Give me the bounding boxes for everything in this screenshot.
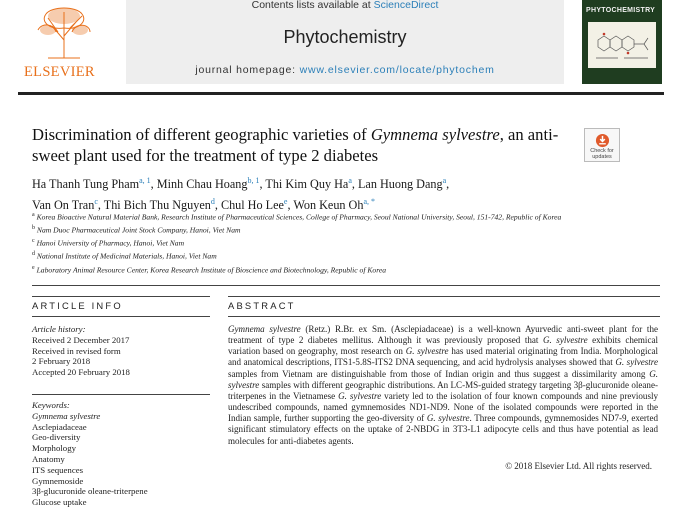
- affiliation-marker: b: [32, 225, 35, 232]
- history-entry: 2 February 2018: [32, 356, 91, 367]
- affiliation-item: [32, 210, 632, 223]
- author-separator: ,: [446, 177, 450, 192]
- keyword-item: 3β-glucuronide oleane-triterpene: [32, 486, 148, 497]
- affiliation-item: [32, 236, 632, 249]
- affiliation-marker: c: [32, 238, 35, 245]
- abstract-segment: variety led to the isolation of four known compounds and nine previously undescribed compounds, named gymnemosides ND1-ND9. None of the isolated compounds were reported in the Indian sample, further supporting the geo-diversity of: [228, 390, 659, 424]
- contents-prefix: Contents lists available at: [251, 0, 374, 11]
- affiliation-rule: [32, 285, 660, 286]
- affiliation-marker: d: [32, 251, 35, 258]
- abstract-segment: (Retz.) R.Br. ex Sm. (Asclepiadaceae) is a well-known Ayurvedic anti-sweet plant for the treatment of type 2 diabetes mellitus. Although it was previously proposed that: [228, 324, 658, 346]
- author-affiliation-marker[interactable]: d: [210, 197, 215, 207]
- affiliation-text: Nam Duoc Pharmaceutical Joint Stock Company, Hanoi, Viet Nam: [36, 225, 241, 235]
- abstract-segment: exhibits chemical variation based on geography, most research on: [228, 335, 658, 357]
- species-name: G. sylvestre: [405, 346, 449, 357]
- author-name: Chul Ho Lee: [220, 198, 284, 213]
- keyword-item: Geo-diversity: [32, 432, 81, 443]
- contents-line: [126, 0, 564, 11]
- affiliation-marker: a: [32, 212, 35, 218]
- abstract-segment: has used material originating from India. Morphological and anatomical descriptions, ITS1-5.8S-ITS2 DNA sequencing, and acid hydrolysis analyses showed that: [228, 346, 659, 368]
- author-affiliation-marker[interactable]: e: [283, 197, 288, 207]
- keyword-item: Gymnema sylvestre: [32, 410, 101, 421]
- abstract-segment: samples from Vietnam are distinguishable from those of Indian origin and thus suggest a dissimilarity among: [228, 368, 650, 379]
- affiliation-item: [32, 249, 632, 262]
- author-affiliation-marker[interactable]: a, *: [363, 197, 376, 207]
- keyword-item: Anatomy: [32, 453, 65, 464]
- author-affiliation-marker[interactable]: b, 1: [247, 176, 260, 185]
- keyword-item: Morphology: [32, 443, 76, 454]
- affiliation-item: [32, 263, 632, 276]
- affiliation-marker: e: [32, 264, 35, 271]
- cover-title: PHYTOCHEMISTRY: [586, 7, 656, 14]
- species-name: G. sylvestre: [426, 413, 470, 424]
- journal-name: Phytochemistry: [283, 27, 407, 47]
- abstract-segment: . Three compounds, gymnemosides ND7-9, exerted significant stimulatory effects on the uptake of 2-NBDG in 3T3-L1 adipocyte cells and thus have potential as lead molecules for anti-diabetes agents.: [228, 413, 658, 446]
- badge-line-2: updates: [592, 154, 612, 160]
- author-name: Thi Bich Thu Nguyen: [103, 198, 211, 213]
- author-name: Van On Tran: [32, 198, 95, 213]
- affiliation-text: Korea Bioactive Natural Material Bank, Research Institute of Pharmaceutical Sciences, College of Pharmacy, Seoul National University, Seoul, 151-742, Republic of Korea: [36, 212, 562, 222]
- species-name: G. sylvestre: [228, 368, 658, 390]
- cover-structure-image: [588, 22, 656, 68]
- title-part-1: Discrimination of different geographic varieties of: [32, 125, 371, 144]
- affiliation-list: [32, 210, 632, 276]
- affiliation-text: Hanoi University of Pharmacy, Hanoi, Viet Nam: [36, 238, 185, 248]
- history-entry: Accepted 20 February 2018: [32, 367, 130, 378]
- author-name: Ha Thanh Tung Pham: [32, 177, 140, 192]
- author-separator: ,: [214, 198, 221, 213]
- author-separator: ,: [287, 198, 294, 213]
- journal-cover[interactable]: [582, 0, 662, 84]
- homepage-line: [126, 64, 564, 76]
- keywords-rule: [32, 394, 210, 395]
- keyword-item: Gymnemoside: [32, 475, 84, 486]
- abstract-bottom-rule: [228, 316, 660, 317]
- sciencedirect-link[interactable]: ScienceDirect: [373, 0, 439, 11]
- history-label: Article history:: [32, 324, 86, 334]
- masthead: [126, 0, 564, 84]
- history-entry: Received 2 December 2017: [32, 334, 130, 345]
- article-history: [32, 324, 212, 378]
- species-name: G. sylvestre: [338, 390, 382, 401]
- article-info-heading: ARTICLE INFO: [32, 300, 123, 311]
- copyright-notice: © 2018 Elsevier Ltd. All rights reserved.: [505, 461, 652, 471]
- author-name: Thi Kim Quy Ha: [265, 177, 349, 192]
- homepage-link[interactable]: www.elsevier.com/locate/phytochem: [299, 64, 495, 76]
- article-title: [32, 124, 572, 166]
- author-affiliation-marker[interactable]: c: [94, 197, 98, 207]
- publisher-name: ELSEVIER: [24, 64, 95, 80]
- keyword-item: ITS sequences: [32, 464, 84, 475]
- check-for-updates-badge[interactable]: [584, 128, 620, 162]
- journal-header: [0, 0, 680, 98]
- author-separator: ,: [351, 177, 358, 192]
- author-list: [32, 172, 652, 214]
- badge-label: [585, 148, 619, 160]
- keywords-block: [32, 400, 212, 508]
- species-name: G. sylvestre: [615, 357, 658, 368]
- article-info-top-rule: [32, 296, 210, 297]
- affiliation-text: Laboratory Animal Resource Center, Korea Research Institute of Bioscience and Biotechnology, Republic of Korea: [36, 265, 387, 275]
- species-name: G. sylvestre: [542, 335, 588, 346]
- keyword-item: Glucose uptake: [32, 497, 87, 508]
- abstract-segment: samples with different geographic distributions. An LC-MS-guided strategy targeting 3β-glucuronide oleane-triterpenes in the Vietnamese: [228, 379, 658, 401]
- author-affiliation-marker[interactable]: a: [348, 176, 352, 185]
- author-name: Won Keun Oh: [293, 198, 364, 213]
- author-affiliation-marker[interactable]: a, 1: [139, 176, 151, 185]
- homepage-prefix: journal homepage:: [195, 64, 300, 76]
- author-separator: ,: [150, 177, 157, 192]
- author-affiliation-marker[interactable]: a: [442, 176, 447, 185]
- species-name: Gymnema sylvestre: [228, 324, 301, 334]
- author-separator: ,: [259, 177, 266, 192]
- affiliation-text: National Institute of Medicinal Materials, Hanoi, Viet Nam: [36, 251, 217, 261]
- author-name: Lan Huong Dang: [357, 177, 443, 192]
- keyword-item: Asclepiadaceae: [32, 421, 87, 432]
- header-rule: [18, 92, 664, 95]
- abstract-top-rule: [228, 296, 660, 297]
- title-species: Gymnema sylvestre: [370, 125, 500, 144]
- author-name: Minh Chau Hoang: [156, 177, 248, 192]
- abstract-text: [228, 324, 658, 447]
- author-separator: ,: [97, 198, 104, 213]
- check-updates-icon: [595, 133, 610, 148]
- affiliation-item: [32, 223, 632, 236]
- article-info-bottom-rule: [32, 316, 210, 317]
- keywords-label: Keywords:: [32, 400, 70, 410]
- history-entry: Received in revised form: [32, 345, 121, 356]
- badge-line-1: Check for: [590, 148, 614, 154]
- title-part-2: , an anti-sweet plant used for the treatment of type 2 diabetes: [32, 125, 559, 165]
- abstract-heading: ABSTRACT: [228, 300, 296, 311]
